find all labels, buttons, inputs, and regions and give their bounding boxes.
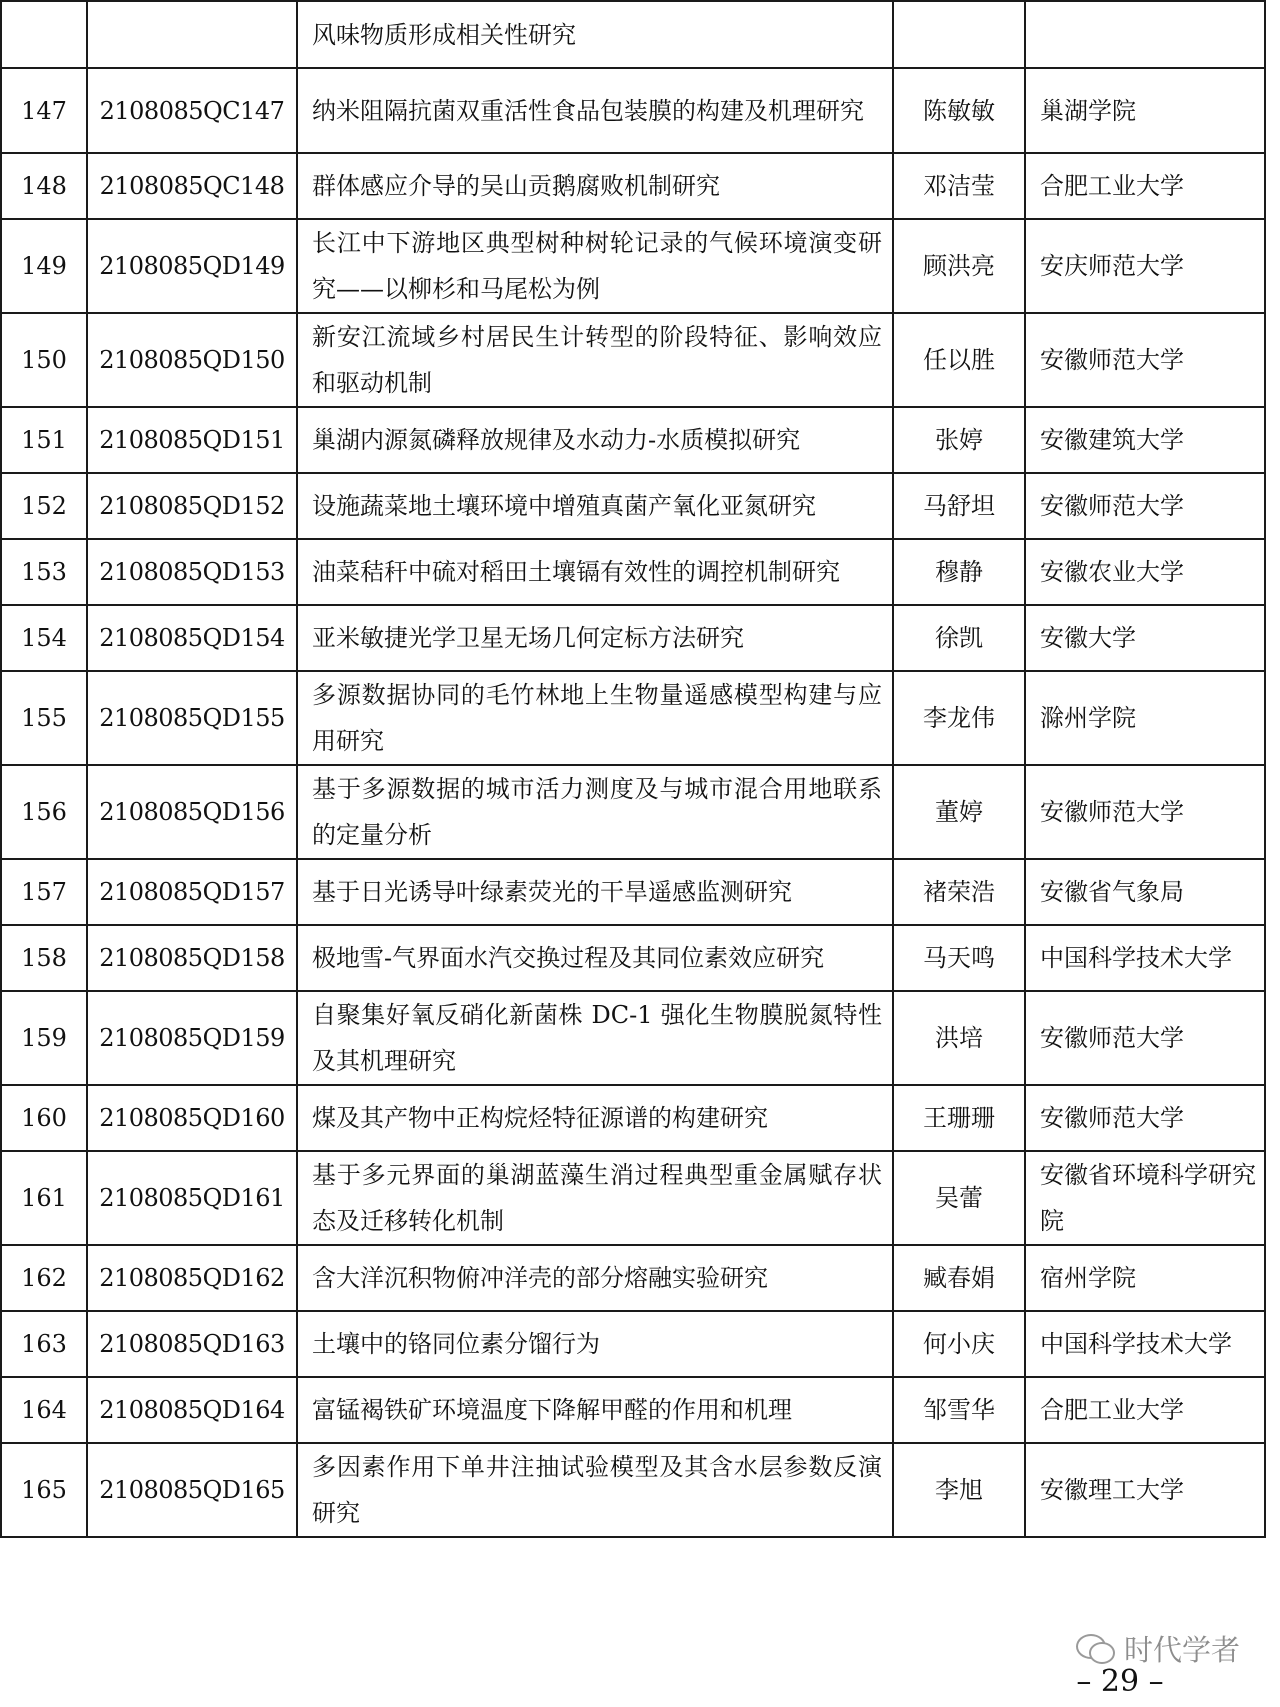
approval-code-cell: 2108085QD151: [87, 407, 297, 473]
approval-code-cell: 2108085QD149: [87, 219, 297, 313]
project-title-cell: 土壤中的铬同位素分馏行为: [297, 1311, 893, 1377]
institution-cell: 巢湖学院: [1025, 68, 1265, 153]
project-number-cell: 159: [1, 991, 87, 1085]
table-row: [1, 1443, 1265, 1537]
project-leader-cell: 穆静: [893, 539, 1025, 605]
project-title-cell: 长江中下游地区典型树种树轮记录的气候环境演变研究——以柳杉和马尾松为例: [297, 219, 893, 313]
approval-code-cell: 2108085QD157: [87, 859, 297, 925]
project-number-cell: 149: [1, 219, 87, 313]
institution-cell: 合肥工业大学: [1025, 1377, 1265, 1443]
institution-cell: 宿州学院: [1025, 1245, 1265, 1311]
project-title-cell: 多源数据协同的毛竹林地上生物量遥感模型构建与应用研究: [297, 671, 893, 765]
table-row: [1, 925, 1265, 991]
project-leader-cell: 马舒坦: [893, 473, 1025, 539]
project-leader-cell: 邓洁莹: [893, 153, 1025, 219]
institution-cell: 安徽师范大学: [1025, 473, 1265, 539]
institution-cell: 安徽师范大学: [1025, 1085, 1265, 1151]
approval-code-cell: 2108085QD153: [87, 539, 297, 605]
approval-code-cell: 2108085QD164: [87, 1377, 297, 1443]
table-row: [1, 313, 1265, 407]
project-number-cell: 153: [1, 539, 87, 605]
table-row: [1, 859, 1265, 925]
table-row: [1, 539, 1265, 605]
project-title-cell: 极地雪-气界面水汽交换过程及其同位素效应研究: [297, 925, 893, 991]
institution-cell: 安徽师范大学: [1025, 991, 1265, 1085]
approval-code-cell: 2108085QD165: [87, 1443, 297, 1537]
institution-cell: 中国科学技术大学: [1025, 1311, 1265, 1377]
approval-code-cell: 2108085QD150: [87, 313, 297, 407]
table-row: [1, 1311, 1265, 1377]
table-row: [1, 1085, 1265, 1151]
table-row: [1, 1377, 1265, 1443]
approval-code-cell: 2108085QD152: [87, 473, 297, 539]
project-leader-cell: 何小庆: [893, 1311, 1025, 1377]
institution-cell: 安徽大学: [1025, 605, 1265, 671]
project-leader-cell: 王珊珊: [893, 1085, 1025, 1151]
institution-cell: 安徽建筑大学: [1025, 407, 1265, 473]
approval-code-cell: 2108085QD162: [87, 1245, 297, 1311]
approval-code-cell: 2108085QD155: [87, 671, 297, 765]
project-leader-cell: 马天鸣: [893, 925, 1025, 991]
project-title-cell: 含大洋沉积物俯冲洋壳的部分熔融实验研究: [297, 1245, 893, 1311]
project-leader-cell: 李旭: [893, 1443, 1025, 1537]
project-number-cell: 151: [1, 407, 87, 473]
project-number-cell: 148: [1, 153, 87, 219]
project-leader-cell: 徐凯: [893, 605, 1025, 671]
approval-code-cell: 2108085QC147: [87, 68, 297, 153]
project-title-cell: 基于多元界面的巢湖蓝藻生消过程典型重金属赋存状态及迁移转化机制: [297, 1151, 893, 1245]
table-row: [1, 473, 1265, 539]
approval-code-cell: 2108085QD160: [87, 1085, 297, 1151]
institution-cell: 安徽理工大学: [1025, 1443, 1265, 1537]
institution-cell: 合肥工业大学: [1025, 153, 1265, 219]
project-leader-cell: 洪培: [893, 991, 1025, 1085]
table-row: [1, 605, 1265, 671]
table-row: [1, 153, 1265, 219]
approval-code-cell: 2108085QD163: [87, 1311, 297, 1377]
institution-cell: 安徽师范大学: [1025, 765, 1265, 859]
project-leader-cell: 李龙伟: [893, 671, 1025, 765]
project-title-cell: 群体感应介导的吴山贡鹅腐败机制研究: [297, 153, 893, 219]
project-leader-cell: 顾洪亮: [893, 219, 1025, 313]
project-number-cell: 152: [1, 473, 87, 539]
institution-cell: 安徽省气象局: [1025, 859, 1265, 925]
project-title-cell: 富锰褐铁矿环境温度下降解甲醛的作用和机理: [297, 1377, 893, 1443]
project-number-cell: 165: [1, 1443, 87, 1537]
project-number-cell: 154: [1, 605, 87, 671]
approval-code-cell: 2108085QD159: [87, 991, 297, 1085]
project-title-cell: 基于多源数据的城市活力测度及与城市混合用地联系的定量分析: [297, 765, 893, 859]
table-row: [1, 68, 1265, 153]
project-title-cell: 风味物质形成相关性研究: [297, 1, 893, 68]
page-number: – 29 –: [1076, 1664, 1164, 1699]
project-leader-cell: 吴蕾: [893, 1151, 1025, 1245]
approval-code-cell: 2108085QC148: [87, 153, 297, 219]
table-row: [1, 991, 1265, 1085]
institution-cell: 安徽省环境科学研究院: [1025, 1151, 1265, 1245]
approval-code-cell: 2108085QD158: [87, 925, 297, 991]
project-number-cell: 158: [1, 925, 87, 991]
project-leader-cell: 邹雪华: [893, 1377, 1025, 1443]
project-number-cell: 156: [1, 765, 87, 859]
project-number-cell: 161: [1, 1151, 87, 1245]
table-row: [1, 219, 1265, 313]
project-number-cell: 162: [1, 1245, 87, 1311]
project-title-cell: 煤及其产物中正构烷烃特征源谱的构建研究: [297, 1085, 893, 1151]
table-row: [1, 1, 1265, 68]
project-number-cell: 147: [1, 68, 87, 153]
watermark-text: 时代学者: [1124, 1632, 1241, 1667]
project-leader-cell: 任以胜: [893, 313, 1025, 407]
project-title-cell: 设施蔬菜地土壤环境中增殖真菌产氧化亚氮研究: [297, 473, 893, 539]
table-row: [1, 765, 1265, 859]
project-number-cell: [1, 1, 87, 68]
project-title-cell: 多因素作用下单井注抽试验模型及其含水层参数反演研究: [297, 1443, 893, 1537]
approval-code-cell: 2108085QD154: [87, 605, 297, 671]
table-row: [1, 1151, 1265, 1245]
institution-cell: 滁州学院: [1025, 671, 1265, 765]
institution-cell: 安庆师范大学: [1025, 219, 1265, 313]
project-title-cell: 自聚集好氧反硝化新菌株 DC-1 强化生物膜脱氮特性及其机理研究: [297, 991, 893, 1085]
institution-cell: 中国科学技术大学: [1025, 925, 1265, 991]
project-title-cell: 亚米敏捷光学卫星无场几何定标方法研究: [297, 605, 893, 671]
project-leader-cell: 张婷: [893, 407, 1025, 473]
table-row: [1, 407, 1265, 473]
project-title-cell: 巢湖内源氮磷释放规律及水动力-水质模拟研究: [297, 407, 893, 473]
project-number-cell: 163: [1, 1311, 87, 1377]
project-number-cell: 160: [1, 1085, 87, 1151]
project-title-cell: 新安江流域乡村居民生计转型的阶段特征、影响效应和驱动机制: [297, 313, 893, 407]
institution-cell: 安徽师范大学: [1025, 313, 1265, 407]
table-row: [1, 1245, 1265, 1311]
project-leader-cell: 臧春娟: [893, 1245, 1025, 1311]
project-leader-cell: 褚荣浩: [893, 859, 1025, 925]
project-number-cell: 164: [1, 1377, 87, 1443]
approval-code-cell: 2108085QD161: [87, 1151, 297, 1245]
project-leader-cell: 董婷: [893, 765, 1025, 859]
project-leader-cell: [893, 1, 1025, 68]
project-title-cell: 纳米阻隔抗菌双重活性食品包装膜的构建及机理研究: [297, 68, 893, 153]
approval-code-cell: [87, 1, 297, 68]
wechat-icon: [1076, 1632, 1116, 1664]
institution-cell: 安徽农业大学: [1025, 539, 1265, 605]
project-table-body: [1, 1, 1265, 1537]
institution-cell: [1025, 1, 1265, 68]
project-number-cell: 150: [1, 313, 87, 407]
project-number-cell: 155: [1, 671, 87, 765]
approval-code-cell: 2108085QD156: [87, 765, 297, 859]
project-title-cell: 基于日光诱导叶绿素荧光的干旱遥感监测研究: [297, 859, 893, 925]
project-number-cell: 157: [1, 859, 87, 925]
project-leader-cell: 陈敏敏: [893, 68, 1025, 153]
table-row: [1, 671, 1265, 765]
project-title-cell: 油菜秸秆中硫对稻田土壤镉有效性的调控机制研究: [297, 539, 893, 605]
